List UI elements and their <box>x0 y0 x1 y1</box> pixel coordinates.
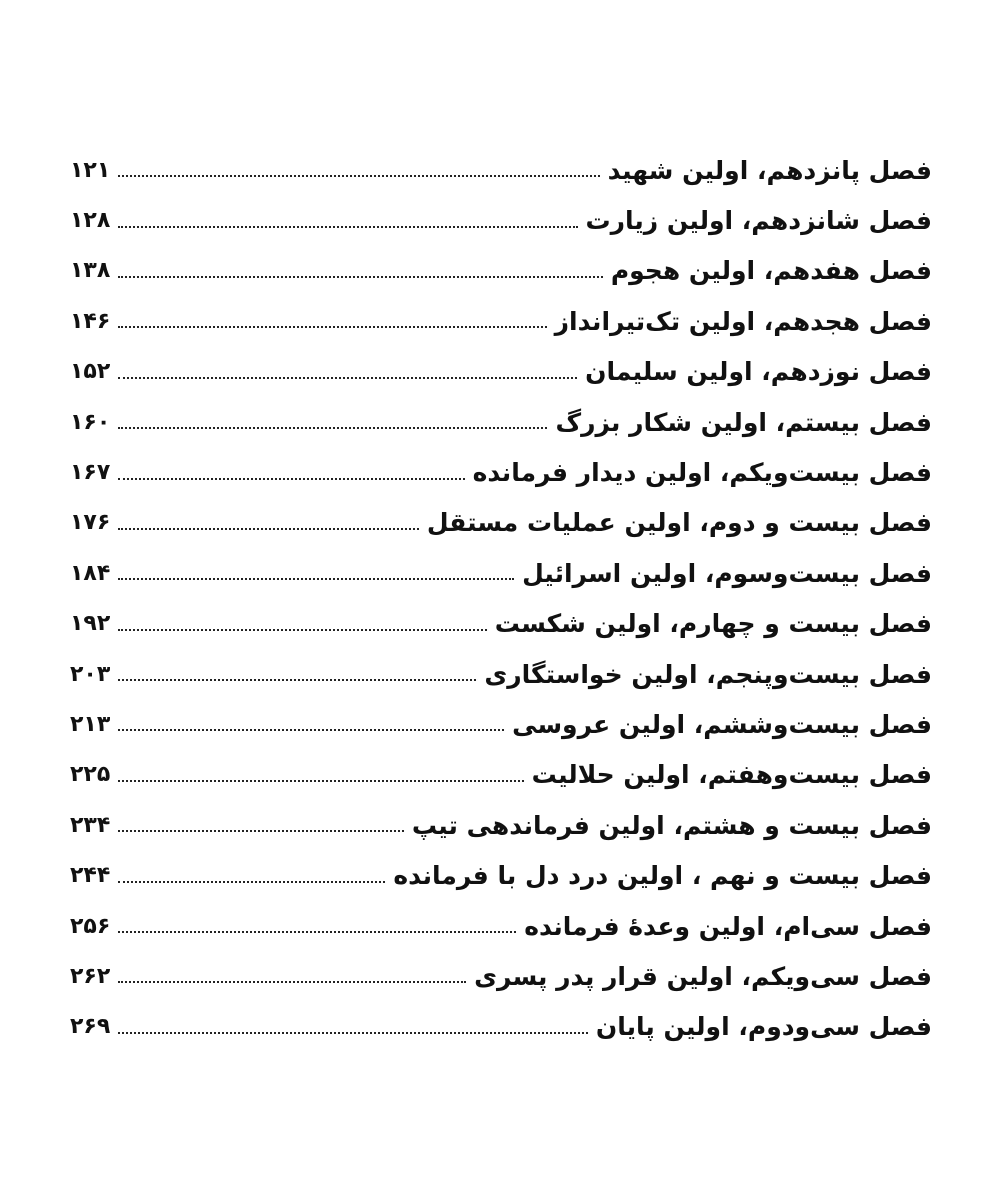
dot-leader <box>118 1032 588 1034</box>
page-number: ۲۶۹ <box>70 1014 111 1040</box>
chapter-title: فصل بیست و هشتم، اولین فرماندهی تیپ <box>411 810 932 840</box>
dot-leader <box>118 729 504 731</box>
toc-entry[interactable] <box>70 800 932 850</box>
table-of-contents <box>70 145 932 1052</box>
page-number: ۱۶۰ <box>70 409 111 435</box>
chapter-title: فصل سی‌ام، اولین وعدهٔ فرمانده <box>524 911 932 941</box>
page-number: ۲۵۶ <box>70 913 111 939</box>
toc-entry[interactable] <box>70 296 932 346</box>
dot-leader <box>118 931 516 933</box>
chapter-title: فصل بیست‌ویکم، اولین دیدار فرمانده <box>472 458 932 488</box>
toc-entry[interactable] <box>70 195 932 245</box>
toc-entry[interactable] <box>70 397 932 447</box>
page-number: ۲۲۵ <box>70 762 111 788</box>
dot-leader <box>118 578 514 580</box>
page-number: ۱۲۸ <box>70 208 111 234</box>
page-number: ۲۴۴ <box>70 863 111 889</box>
dot-leader <box>118 679 476 681</box>
toc-entry[interactable] <box>70 1002 932 1052</box>
dot-leader <box>118 276 603 278</box>
toc-entry[interactable] <box>70 447 932 497</box>
chapter-title: فصل بیست‌وپنجم، اولین خواستگاری <box>484 659 932 689</box>
toc-entry[interactable] <box>70 901 932 951</box>
dot-leader <box>118 780 524 782</box>
chapter-title: فصل هفدهم، اولین هجوم <box>610 256 932 286</box>
toc-entry[interactable] <box>70 145 932 195</box>
dot-leader <box>118 175 600 177</box>
dot-leader <box>118 427 547 429</box>
toc-entry[interactable] <box>70 750 932 800</box>
chapter-title: فصل بیست‌وهفتم، اولین حلالیت <box>531 760 932 790</box>
dot-leader <box>118 478 465 480</box>
toc-entry[interactable] <box>70 699 932 749</box>
toc-entry[interactable] <box>70 850 932 900</box>
chapter-title: فصل بیست‌وسوم، اولین اسرائیل <box>522 558 932 588</box>
page-number: ۲۰۳ <box>70 661 111 687</box>
chapter-title: فصل بیست‌وششم، اولین عروسی <box>512 709 932 739</box>
toc-entry[interactable] <box>70 347 932 397</box>
dot-leader <box>118 830 404 832</box>
chapter-title: فصل هجدهم، اولین تک‌تیرانداز <box>554 306 932 336</box>
page-number: ۲۱۳ <box>70 711 111 737</box>
toc-entry[interactable] <box>70 599 932 649</box>
page-number: ۱۶۷ <box>70 460 111 486</box>
toc-entry[interactable] <box>70 246 932 296</box>
dot-leader <box>118 326 547 328</box>
dot-leader <box>118 629 487 631</box>
toc-entry[interactable] <box>70 548 932 598</box>
page-number: ۱۴۶ <box>70 308 111 334</box>
dot-leader <box>118 377 577 379</box>
chapter-title: فصل شانزدهم، اولین زیارت <box>585 206 932 236</box>
page-number: ۱۳۸ <box>70 258 111 284</box>
page-number: ۲۶۲ <box>70 963 111 989</box>
page-number: ۱۲۱ <box>70 157 111 183</box>
chapter-title: فصل بیستم، اولین شکار بزرگ <box>555 407 932 437</box>
dot-leader <box>118 981 466 983</box>
chapter-title: فصل بیست و چهارم، اولین شکست <box>494 609 932 639</box>
chapter-title: فصل بیست و دوم، اولین عملیات مستقل <box>426 508 932 538</box>
page-number: ۱۷۶ <box>70 510 111 536</box>
dot-leader <box>118 881 385 883</box>
chapter-title: فصل سی‌ودوم، اولین پایان <box>595 1012 932 1042</box>
page-number: ۱۸۴ <box>70 560 111 586</box>
dot-leader <box>118 226 578 228</box>
toc-entry[interactable] <box>70 498 932 548</box>
chapter-title: فصل بیست و نهم ، اولین درد دل با فرمانده <box>393 861 932 891</box>
page-number: ۲۳۴ <box>70 812 111 838</box>
toc-entry[interactable] <box>70 649 932 699</box>
chapter-title: فصل پانزدهم، اولین شهید <box>607 155 932 185</box>
chapter-title: فصل سی‌ویکم، اولین قرار پدر پسری <box>474 961 932 991</box>
page-number: ۱۹۲ <box>70 611 111 637</box>
toc-entry[interactable] <box>70 951 932 1001</box>
page-number: ۱۵۲ <box>70 359 111 385</box>
dot-leader <box>118 528 419 530</box>
chapter-title: فصل نوزدهم، اولین سلیمان <box>585 357 932 387</box>
